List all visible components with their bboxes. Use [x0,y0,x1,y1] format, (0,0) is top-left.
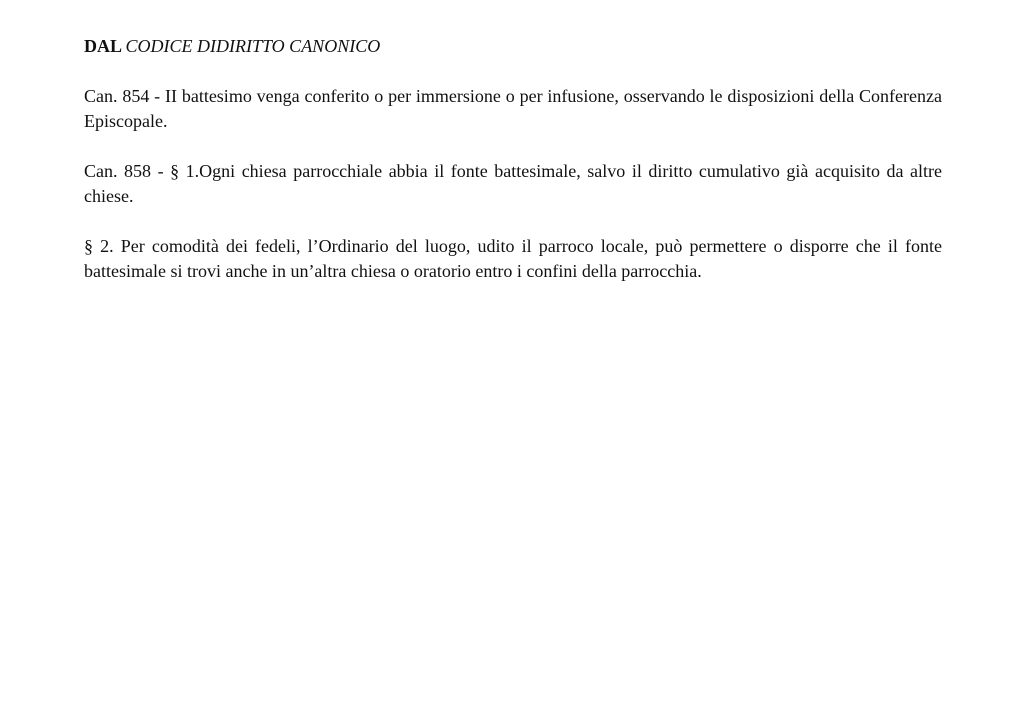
document-page [84,34,942,309]
paragraph-can-854: Can. 854 - II battesimo venga conferito o per immersione o per infusione, osservando le disposizioni della Conferenza Episcopale. [84,86,942,131]
heading-title: CODICE DIDIRITTO CANONICO [125,36,381,56]
paragraph-can-858-1: Can. 858 - § 1.Ogni chiesa parrocchiale abbia il fonte battesimale, salvo il diritto cumulativo già acquisito da altre chiese. [84,161,942,206]
document-heading [84,34,942,59]
paragraph-can-858-2: § 2. Per comodità dei fedeli, l’Ordinario del luogo, udito il parroco locale, può permettere o disporre che il fonte battesimale si trovi anche in un’altra chiesa o oratorio entro i confini della parrocchia. [84,236,942,281]
heading-lead: DAL [84,36,126,56]
